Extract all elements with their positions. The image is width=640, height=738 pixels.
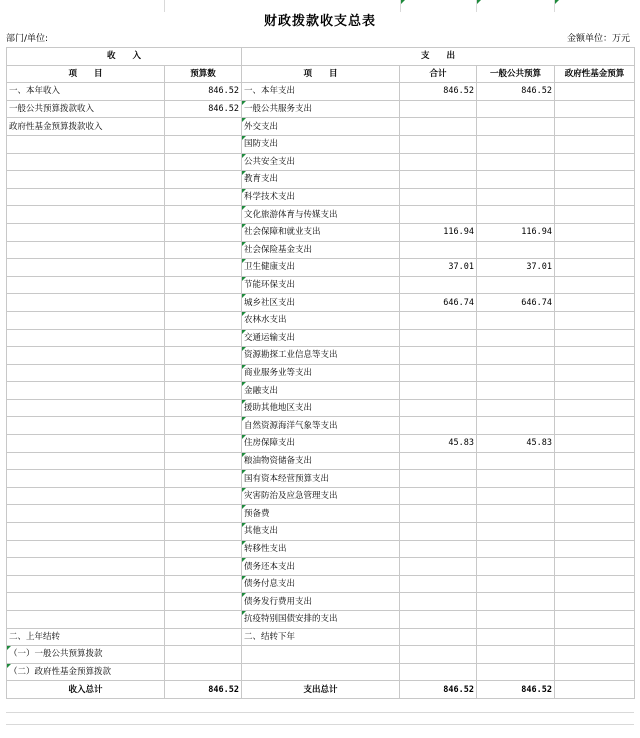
- income-budget-cell[interactable]: [165, 505, 242, 523]
- income-item-cell[interactable]: [7, 347, 165, 365]
- table-row: [7, 259, 635, 277]
- expense-item-cell[interactable]: 城乡社区支出: [242, 294, 400, 312]
- expense-item-cell[interactable]: 灾害防治及应急管理支出: [242, 487, 400, 505]
- general-budget-header: 一般公共预算: [477, 65, 555, 83]
- table-row: [7, 558, 635, 576]
- income-item-cell[interactable]: [7, 487, 165, 505]
- table-row: [7, 241, 635, 259]
- income-item-cell[interactable]: [7, 435, 165, 453]
- expense-item-cell[interactable]: 抗疫特别国债安排的支出: [242, 611, 400, 629]
- income-budget-cell[interactable]: [165, 276, 242, 294]
- column-grid-top: [0, 0, 640, 12]
- income-budget-cell[interactable]: [165, 628, 242, 646]
- expense-item-cell[interactable]: 公共安全支出: [242, 153, 400, 171]
- table-row: [7, 382, 635, 400]
- income-budget-cell[interactable]: [165, 417, 242, 435]
- income-item-cell[interactable]: [7, 241, 165, 259]
- table-row: [7, 435, 635, 453]
- general-budget-cell[interactable]: [477, 470, 555, 488]
- expense-total-cell[interactable]: [400, 329, 477, 347]
- income-budget-cell[interactable]: [165, 399, 242, 417]
- table-row: [7, 487, 635, 505]
- general-budget-cell[interactable]: [477, 100, 555, 118]
- expense-total-cell[interactable]: [400, 470, 477, 488]
- fund-budget-cell[interactable]: [555, 417, 635, 435]
- table-row: [7, 417, 635, 435]
- income-item-cell[interactable]: [7, 276, 165, 294]
- expense-total-cell[interactable]: [400, 311, 477, 329]
- table-row: [7, 452, 635, 470]
- table-row: [7, 364, 635, 382]
- general-budget-cell[interactable]: [477, 505, 555, 523]
- budget-header: 预算数: [165, 65, 242, 83]
- header-row-sections: [7, 48, 635, 66]
- fund-budget-cell[interactable]: [555, 452, 635, 470]
- general-budget-cell[interactable]: [477, 523, 555, 541]
- income-item-cell[interactable]: [7, 329, 165, 347]
- income-item-cell[interactable]: （一）一般公共预算拨款: [7, 646, 165, 664]
- income-budget-cell[interactable]: [165, 171, 242, 189]
- income-item-cell[interactable]: [7, 611, 165, 629]
- general-budget-cell[interactable]: [477, 558, 555, 576]
- income-item-cell[interactable]: [7, 452, 165, 470]
- fund-budget-cell[interactable]: [555, 259, 635, 277]
- general-total-value[interactable]: 846.52: [477, 681, 555, 699]
- income-item-cell[interactable]: 政府性基金预算拨款收入: [7, 118, 165, 136]
- expense-total-cell[interactable]: [400, 452, 477, 470]
- income-item-cell[interactable]: [7, 135, 165, 153]
- fund-budget-cell[interactable]: [555, 206, 635, 224]
- income-item-cell[interactable]: [7, 153, 165, 171]
- fund-budget-cell[interactable]: [555, 118, 635, 136]
- income-item-cell[interactable]: [7, 188, 165, 206]
- expense-item-cell[interactable]: [242, 663, 400, 681]
- fund-budget-cell[interactable]: [555, 329, 635, 347]
- table-row: [7, 83, 635, 101]
- fund-budget-cell[interactable]: [555, 153, 635, 171]
- fund-budget-cell[interactable]: [555, 135, 635, 153]
- expense-item-cell[interactable]: 一、本年支出: [242, 83, 400, 101]
- fund-budget-cell[interactable]: [555, 663, 635, 681]
- fund-budget-cell[interactable]: [555, 311, 635, 329]
- income-total-value[interactable]: 846.52: [165, 681, 242, 699]
- income-item-cell[interactable]: [7, 259, 165, 277]
- expense-item-cell[interactable]: 二、结转下年: [242, 628, 400, 646]
- income-budget-cell[interactable]: [165, 575, 242, 593]
- table-row: [7, 611, 635, 629]
- expense-item-cell[interactable]: 农林水支出: [242, 311, 400, 329]
- income-item-cell[interactable]: （二）政府性基金预算拨款: [7, 663, 165, 681]
- income-budget-cell[interactable]: [165, 118, 242, 136]
- income-budget-cell[interactable]: [165, 364, 242, 382]
- expense-item-cell[interactable]: 教育支出: [242, 171, 400, 189]
- general-budget-cell[interactable]: [477, 206, 555, 224]
- expense-total-cell[interactable]: [400, 118, 477, 136]
- general-budget-cell[interactable]: [477, 575, 555, 593]
- expense-item-cell[interactable]: 一般公共服务支出: [242, 100, 400, 118]
- expense-total-value[interactable]: 846.52: [400, 681, 477, 699]
- expense-item-cell[interactable]: 住房保障支出: [242, 435, 400, 453]
- income-item-cell[interactable]: [7, 223, 165, 241]
- income-budget-cell[interactable]: [165, 294, 242, 312]
- income-item-cell[interactable]: [7, 382, 165, 400]
- expense-item-cell[interactable]: 社会保障和就业支出: [242, 223, 400, 241]
- general-budget-cell[interactable]: [477, 382, 555, 400]
- general-budget-cell[interactable]: [477, 329, 555, 347]
- table-row: [7, 100, 635, 118]
- income-budget-cell[interactable]: [165, 558, 242, 576]
- table-row: [7, 311, 635, 329]
- expense-total-cell[interactable]: [400, 153, 477, 171]
- fund-budget-cell[interactable]: [555, 505, 635, 523]
- expense-total-cell[interactable]: 37.01: [400, 259, 477, 277]
- expense-item-cell[interactable]: 国有资本经营预算支出: [242, 470, 400, 488]
- expense-item-cell[interactable]: 预备费: [242, 505, 400, 523]
- general-budget-cell[interactable]: [477, 628, 555, 646]
- general-budget-cell[interactable]: [477, 153, 555, 171]
- fund-budget-cell[interactable]: [555, 435, 635, 453]
- fund-budget-cell[interactable]: [555, 276, 635, 294]
- income-item-cell[interactable]: [7, 206, 165, 224]
- table-row: [7, 399, 635, 417]
- table-row: [7, 135, 635, 153]
- general-budget-cell[interactable]: 45.83: [477, 435, 555, 453]
- general-budget-cell[interactable]: [477, 364, 555, 382]
- general-budget-cell[interactable]: [477, 593, 555, 611]
- income-budget-cell[interactable]: [165, 487, 242, 505]
- income-item-cell[interactable]: [7, 294, 165, 312]
- general-budget-cell[interactable]: [477, 646, 555, 664]
- income-item-cell[interactable]: [7, 399, 165, 417]
- income-item-cell[interactable]: [7, 470, 165, 488]
- table-row: [7, 663, 635, 681]
- income-budget-cell[interactable]: [165, 206, 242, 224]
- fund-budget-cell[interactable]: [555, 487, 635, 505]
- income-budget-cell[interactable]: [165, 452, 242, 470]
- expense-item-cell[interactable]: 社会保险基金支出: [242, 241, 400, 259]
- income-item-cell[interactable]: [7, 575, 165, 593]
- fund-budget-cell[interactable]: [555, 611, 635, 629]
- fund-total-value[interactable]: [555, 681, 635, 699]
- table-row: [7, 505, 635, 523]
- fund-budget-cell[interactable]: [555, 223, 635, 241]
- expense-item-cell[interactable]: 债务付息支出: [242, 575, 400, 593]
- total-header: 合计: [400, 65, 477, 83]
- income-budget-cell[interactable]: [165, 470, 242, 488]
- fund-budget-header: 政府性基金预算: [555, 65, 635, 83]
- expense-total-cell[interactable]: [400, 593, 477, 611]
- header-row-columns: [7, 65, 635, 83]
- expense-total-cell[interactable]: 45.83: [400, 435, 477, 453]
- income-item-cell[interactable]: 一般公共预算拨款收入: [7, 100, 165, 118]
- income-budget-cell[interactable]: [165, 329, 242, 347]
- general-budget-cell[interactable]: [477, 663, 555, 681]
- income-budget-cell[interactable]: [165, 259, 242, 277]
- income-item-cell[interactable]: [7, 364, 165, 382]
- table-row: [7, 575, 635, 593]
- fund-budget-cell[interactable]: [555, 470, 635, 488]
- expense-total-cell[interactable]: 846.52: [400, 83, 477, 101]
- fund-budget-cell[interactable]: [555, 364, 635, 382]
- income-budget-cell[interactable]: [165, 153, 242, 171]
- expense-item-cell[interactable]: 粮油物资储备支出: [242, 452, 400, 470]
- expense-item-cell[interactable]: 商业服务业等支出: [242, 364, 400, 382]
- expense-total-cell[interactable]: [400, 628, 477, 646]
- expense-total-cell[interactable]: [400, 399, 477, 417]
- expense-total-cell[interactable]: [400, 505, 477, 523]
- table-row: [7, 347, 635, 365]
- general-budget-cell[interactable]: [477, 171, 555, 189]
- expense-total-cell[interactable]: [400, 646, 477, 664]
- table-row: [7, 294, 635, 312]
- income-item-cell[interactable]: [7, 540, 165, 558]
- general-budget-cell[interactable]: [477, 241, 555, 259]
- fund-budget-cell[interactable]: [555, 628, 635, 646]
- table-row: [7, 223, 635, 241]
- expense-item-cell[interactable]: 资源勘探工业信息等支出: [242, 347, 400, 365]
- expense-item-cell[interactable]: 自然资源海洋气象等支出: [242, 417, 400, 435]
- expense-total-cell[interactable]: [400, 171, 477, 189]
- income-item-cell[interactable]: [7, 558, 165, 576]
- income-item-cell[interactable]: 一、本年收入: [7, 83, 165, 101]
- income-budget-cell[interactable]: [165, 347, 242, 365]
- general-budget-cell[interactable]: [477, 311, 555, 329]
- table-row: [7, 593, 635, 611]
- income-budget-cell[interactable]: [165, 523, 242, 541]
- expense-total-cell[interactable]: [400, 276, 477, 294]
- general-budget-cell[interactable]: [477, 452, 555, 470]
- income-budget-cell[interactable]: [165, 663, 242, 681]
- table-row: [7, 540, 635, 558]
- income-budget-cell[interactable]: [165, 135, 242, 153]
- expense-item-cell[interactable]: 科学技术支出: [242, 188, 400, 206]
- expense-total-cell[interactable]: 646.74: [400, 294, 477, 312]
- expense-total-cell[interactable]: [400, 206, 477, 224]
- expense-total-label[interactable]: 支出总计: [242, 681, 400, 699]
- expense-total-cell[interactable]: [400, 188, 477, 206]
- fund-budget-cell[interactable]: [555, 575, 635, 593]
- department-label: 部门/单位:: [6, 34, 49, 44]
- expense-item-cell[interactable]: 债务发行费用支出: [242, 593, 400, 611]
- income-budget-cell[interactable]: [165, 382, 242, 400]
- table-row: [7, 329, 635, 347]
- expense-total-cell[interactable]: [400, 364, 477, 382]
- fund-budget-cell[interactable]: [555, 171, 635, 189]
- table-row: [7, 523, 635, 541]
- income-budget-cell[interactable]: [165, 593, 242, 611]
- report-title: 财政拨款收支总表: [263, 14, 376, 29]
- table-row: [7, 206, 635, 224]
- general-budget-cell[interactable]: 116.94: [477, 223, 555, 241]
- income-item-cell[interactable]: 二、上年结转: [7, 628, 165, 646]
- expense-total-cell[interactable]: [400, 663, 477, 681]
- income-budget-cell[interactable]: [165, 540, 242, 558]
- grid-line: [6, 712, 634, 713]
- expense-item-cell[interactable]: 转移性支出: [242, 540, 400, 558]
- fund-budget-cell[interactable]: [555, 294, 635, 312]
- expense-total-cell[interactable]: [400, 100, 477, 118]
- expense-total-cell[interactable]: [400, 523, 477, 541]
- expense-total-cell[interactable]: [400, 382, 477, 400]
- income-budget-cell[interactable]: [165, 311, 242, 329]
- general-budget-cell[interactable]: [477, 487, 555, 505]
- fund-budget-cell[interactable]: [555, 593, 635, 611]
- expense-total-cell[interactable]: [400, 558, 477, 576]
- general-budget-cell[interactable]: [477, 399, 555, 417]
- expense-item-cell[interactable]: 债务还本支出: [242, 558, 400, 576]
- expense-item-header: 项 目: [242, 65, 400, 83]
- income-item-header: 项 目: [7, 65, 165, 83]
- fund-budget-cell[interactable]: [555, 540, 635, 558]
- general-budget-cell[interactable]: [477, 276, 555, 294]
- general-budget-cell[interactable]: [477, 417, 555, 435]
- income-total-label[interactable]: 收入总计: [7, 681, 165, 699]
- income-budget-cell[interactable]: 846.52: [165, 100, 242, 118]
- expense-total-cell[interactable]: [400, 241, 477, 259]
- table-row: [7, 646, 635, 664]
- fund-budget-cell[interactable]: [555, 382, 635, 400]
- table-row: [7, 628, 635, 646]
- fund-budget-cell[interactable]: [555, 399, 635, 417]
- income-budget-cell[interactable]: [165, 241, 242, 259]
- expense-item-cell[interactable]: 外交支出: [242, 118, 400, 136]
- general-budget-cell[interactable]: [477, 135, 555, 153]
- income-budget-cell[interactable]: 846.52: [165, 83, 242, 101]
- general-budget-cell[interactable]: 37.01: [477, 259, 555, 277]
- fund-budget-cell[interactable]: [555, 241, 635, 259]
- income-budget-cell[interactable]: [165, 611, 242, 629]
- expense-total-cell[interactable]: [400, 417, 477, 435]
- fund-budget-cell[interactable]: [555, 646, 635, 664]
- expense-item-cell[interactable]: [242, 646, 400, 664]
- fund-budget-cell[interactable]: [555, 523, 635, 541]
- general-budget-cell[interactable]: 846.52: [477, 83, 555, 101]
- expense-total-cell[interactable]: [400, 135, 477, 153]
- income-item-cell[interactable]: [7, 505, 165, 523]
- general-budget-cell[interactable]: [477, 347, 555, 365]
- expense-total-cell[interactable]: [400, 540, 477, 558]
- expense-item-cell[interactable]: 节能环保支出: [242, 276, 400, 294]
- expense-total-cell[interactable]: [400, 575, 477, 593]
- general-budget-cell[interactable]: [477, 188, 555, 206]
- expense-total-cell[interactable]: [400, 347, 477, 365]
- income-budget-cell[interactable]: [165, 435, 242, 453]
- general-budget-cell[interactable]: [477, 118, 555, 136]
- budget-summary-table: [6, 47, 635, 699]
- income-item-cell[interactable]: [7, 593, 165, 611]
- expense-total-cell[interactable]: [400, 487, 477, 505]
- table-row: [7, 153, 635, 171]
- expense-total-cell[interactable]: [400, 611, 477, 629]
- income-budget-cell[interactable]: [165, 188, 242, 206]
- fund-budget-cell[interactable]: [555, 83, 635, 101]
- income-item-cell[interactable]: [7, 417, 165, 435]
- general-budget-cell[interactable]: [477, 540, 555, 558]
- income-section-header: 收 入: [7, 48, 242, 66]
- totals-row: [7, 681, 635, 699]
- expense-item-cell[interactable]: 国防支出: [242, 135, 400, 153]
- income-budget-cell[interactable]: [165, 646, 242, 664]
- table-row: [7, 276, 635, 294]
- expense-total-cell[interactable]: 116.94: [400, 223, 477, 241]
- fund-budget-cell[interactable]: [555, 558, 635, 576]
- expense-item-cell[interactable]: 卫生健康支出: [242, 259, 400, 277]
- table-row: [7, 470, 635, 488]
- income-budget-cell[interactable]: [165, 223, 242, 241]
- general-budget-cell[interactable]: [477, 611, 555, 629]
- general-budget-cell[interactable]: 646.74: [477, 294, 555, 312]
- fund-budget-cell[interactable]: [555, 100, 635, 118]
- table-row: [7, 171, 635, 189]
- amount-unit-label: 金额单位：万元: [566, 34, 630, 44]
- income-item-cell[interactable]: [7, 523, 165, 541]
- fund-budget-cell[interactable]: [555, 188, 635, 206]
- expense-item-cell[interactable]: 其他支出: [242, 523, 400, 541]
- table-row: [7, 118, 635, 136]
- expense-item-cell[interactable]: 援助其他地区支出: [242, 399, 400, 417]
- grid-line: [6, 724, 634, 725]
- table-row: [7, 188, 635, 206]
- income-item-cell[interactable]: [7, 171, 165, 189]
- fund-budget-cell[interactable]: [555, 347, 635, 365]
- expense-item-cell[interactable]: 金融支出: [242, 382, 400, 400]
- income-item-cell[interactable]: [7, 311, 165, 329]
- expense-item-cell[interactable]: 文化旅游体育与传媒支出: [242, 206, 400, 224]
- expense-item-cell[interactable]: 交通运输支出: [242, 329, 400, 347]
- expense-section-header: 支 出: [242, 48, 635, 66]
